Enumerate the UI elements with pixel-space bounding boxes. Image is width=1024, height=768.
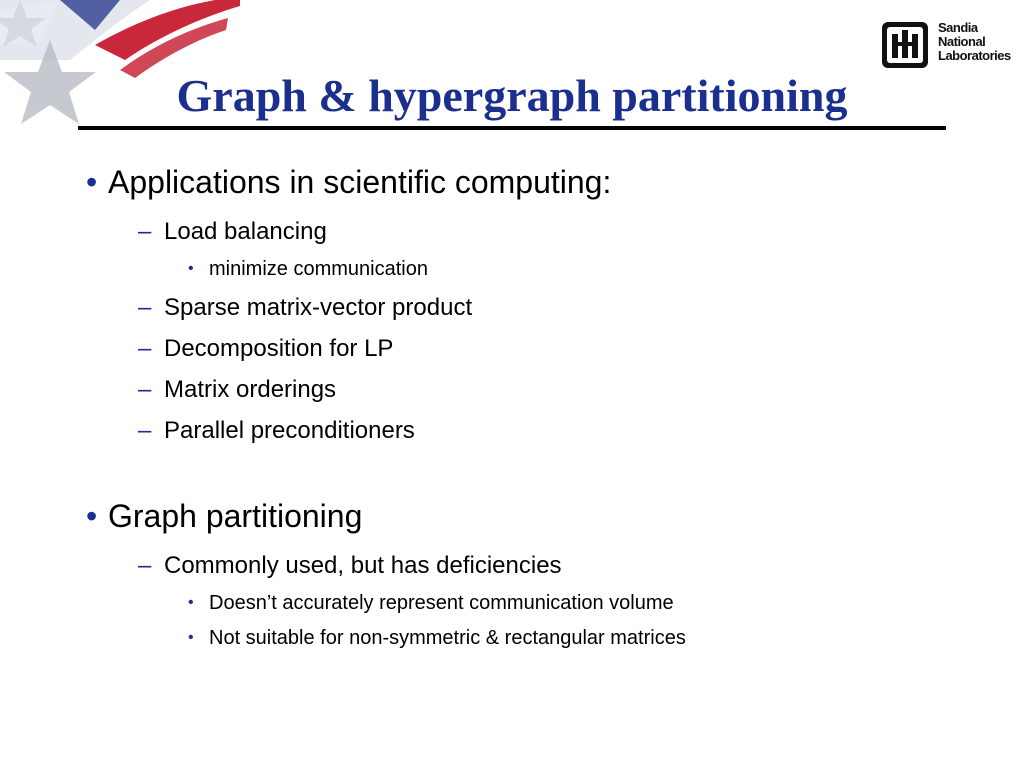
logo-line-2: National <box>938 34 986 49</box>
subsubbullet-non-symmetric <box>188 626 686 650</box>
bullet-marker: • <box>188 629 194 646</box>
dash-marker: – <box>138 335 152 362</box>
subbullet-parallel-preconditioners <box>138 417 415 445</box>
sandia-logo <box>880 20 1011 70</box>
bullet-applications <box>86 164 611 200</box>
subbullet-text: Load balancing <box>164 218 327 245</box>
subbullet-text: Commonly used, but has deficiencies <box>164 552 562 579</box>
subbullet-text: Parallel preconditioners <box>164 417 415 444</box>
bullet-marker: • <box>188 260 194 277</box>
slide-title: Graph & hypergraph partitioning <box>176 70 848 121</box>
logo-line-3: Laboratories <box>938 48 1011 63</box>
subsubbullet-minimize-communication <box>188 257 428 281</box>
bullet-marker: • <box>188 594 194 611</box>
bullet-graph-partitioning <box>86 498 362 534</box>
sandia-thunderbird-icon <box>880 20 930 70</box>
bullet-marker: • <box>86 498 98 534</box>
subsubbullet-text: Doesn’t accurately represent communication volume <box>209 592 674 614</box>
subbullet-load-balancing <box>138 218 327 246</box>
dash-marker: – <box>138 294 152 321</box>
subsubbullet-text: minimize communication <box>209 258 428 280</box>
subsubbullet-text: Not suitable for non-symmetric & rectangular matrices <box>209 627 686 649</box>
dash-marker: – <box>138 218 152 245</box>
title-underline <box>78 126 946 130</box>
bullet-text: Graph partitioning <box>108 498 363 534</box>
subbullet-matrix-orderings <box>138 376 336 404</box>
subbullet-text: Decomposition for LP <box>164 335 394 362</box>
bullet-marker: • <box>86 164 98 200</box>
subbullet-text: Sparse matrix-vector product <box>164 294 473 321</box>
logo-line-1: Sandia <box>938 20 978 35</box>
subbullet-text: Matrix orderings <box>164 376 337 403</box>
subbullet-sparse-matvec <box>138 294 472 322</box>
subbullet-decomposition-lp <box>138 335 393 363</box>
dash-marker: – <box>138 417 152 444</box>
subbullet-commonly-used <box>138 552 562 580</box>
dash-marker: – <box>138 376 152 403</box>
bullet-text: Applications in scientific computing: <box>108 164 612 200</box>
dash-marker: – <box>138 552 152 579</box>
sandia-logo-text <box>938 21 1011 63</box>
subsubbullet-communication-volume <box>188 591 674 615</box>
